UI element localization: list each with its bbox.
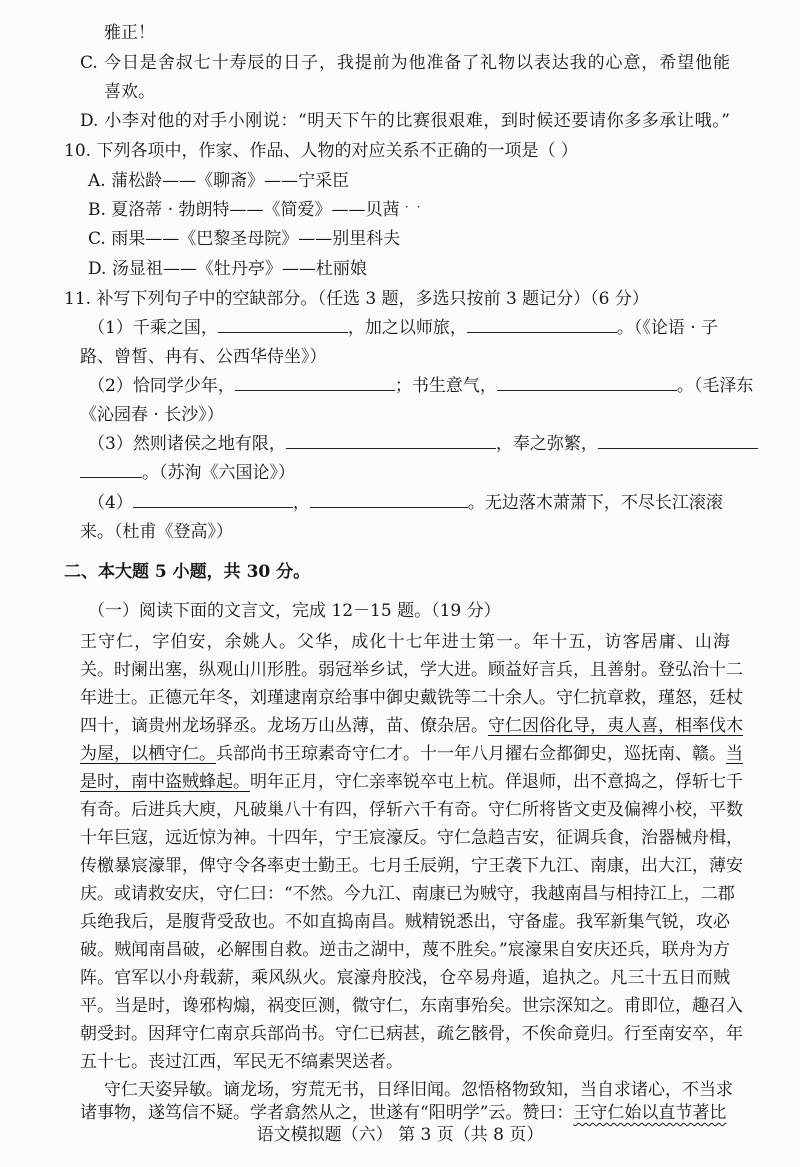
q11-item1-line1 xyxy=(88,318,718,338)
question-11-stem: 11. 补写下列句子中的空缺部分。（任选 3 题，多选只按前 3 题记分）（6 分） xyxy=(64,289,649,309)
underlined-sentence: 是时，南中盗贼蜂起。 xyxy=(80,772,250,792)
passage-line: 朝受封。因拜守仁南京兵部尚书。守仁已病甚，疏乞骸骨，不俟命竟归。行至南安卒，年 xyxy=(80,1024,743,1044)
q11-item4-line2: 来。（杜甫《登高》） xyxy=(80,522,233,542)
answer-blank[interactable] xyxy=(598,434,758,449)
passage-line xyxy=(80,716,743,736)
q10-option-b: B. 夏洛蒂 · 勃朗特——《简爱》——贝茜 xyxy=(88,200,400,220)
q11-item3-text-c: 。（苏洵《六国论》） xyxy=(142,463,295,483)
passage-text: 诸事物，遂笃信不疑。学者翕然从之，世遂有“阳明学”云。赞曰： xyxy=(80,1103,574,1123)
underlined-sentence: 当 xyxy=(726,744,743,764)
underlined-sentence: 为屋，以栖守仁。 xyxy=(80,744,216,764)
passage-text: 兵部尚书王琼素奇守仁才。十一年八月擢右佥都御史，巡抚南、赣。 xyxy=(216,744,726,764)
q10-option-d: D. 汤显祖——《牡丹亭》——杜丽娘 xyxy=(88,259,367,279)
passage-line: 破。贼闻南昌破，必解围自救。逆击之湖中，蔑不胜矣。”宸濠果自安庆还兵，联舟为方 xyxy=(80,940,730,960)
emphasis-dots: ··· xyxy=(393,200,429,214)
passage-line: 有奇。后进兵大庾，凡破巢八十有四，俘斩六千有奇。守仁所将皆文吏及偏裨小校，平数 xyxy=(80,800,743,820)
option-d-line: D. 小李对他的对手小刚说：“明天下午的比赛很艰难，到时候还要请你多多承让哦。” xyxy=(80,111,730,131)
page-footer: 语文模拟题（六） 第 3 页（共 8 页） xyxy=(256,1125,544,1145)
passage-line: 守仁天姿异敏。谪龙场，穷荒无书，日绎旧闻。忽悟格物致知，当自求诸心，不当求 xyxy=(104,1080,733,1100)
q11-item3-line1 xyxy=(88,434,758,454)
q10-option-c: C. 雨果——《巴黎圣母院》——别里科夫 xyxy=(88,229,401,249)
q11-item4-text-c: 。无边落木萧萧下，不尽长江滚滚 xyxy=(467,493,723,513)
passage-line: 兵绝我后，是腹背受敌也。不如直捣南昌。贼精锐悉出，守备虚。我军新集气锐，攻必 xyxy=(80,912,730,932)
passage-text: 佯退师，出不意捣之，俘斩七千 xyxy=(505,772,743,792)
q11-item3-text-a: （3）然则诸侯之地有限， xyxy=(88,434,286,454)
q11-item1-text-b: ，加之以师旅， xyxy=(347,318,467,338)
answer-blank[interactable] xyxy=(310,493,468,508)
passage-line: 传檄暴宸濠罪，俾守令各率吏士勤王。七月壬辰朔，宁王袭下九江、南康，出大江，薄安 xyxy=(80,856,743,876)
q11-item2-text-a: （2）恰同学少年， xyxy=(88,376,235,396)
q11-item1-line2: 路、曾皙、冉有、公西华侍坐》） xyxy=(80,347,327,367)
q10-option-a: A. 蒲松龄——《聊斋》——宁采臣 xyxy=(88,171,350,191)
wavy-underlined-sentence: 王守仁始以直节著比 xyxy=(573,1103,727,1123)
passage-line: 庆。或请救安庆，守仁曰：“不然。今九江、南康已为贼守，我越南昌与相持江上，二郡 xyxy=(80,884,735,904)
question-10-stem: 10. 下列各项中，作家、作品、人物的对应关系不正确的一项是（ ） xyxy=(64,141,578,161)
answer-blank[interactable] xyxy=(235,376,395,391)
passage-line: 五十七。丧过江西，军民无不缟素哭送者。 xyxy=(80,1052,403,1072)
q11-item3-text-b: ，奉之弥繁， xyxy=(495,434,598,454)
q11-item2-text-b: ；书生意气， xyxy=(394,376,497,396)
q11-item3-line2 xyxy=(80,463,295,483)
passage-line: 年进士。正德元年冬，刘瑾逮南京给事中御史戴铣等二十余人。守仁抗章救，瑾怒，廷杖 xyxy=(80,688,743,708)
answer-blank[interactable] xyxy=(286,434,496,449)
answer-blank[interactable] xyxy=(497,376,677,391)
section-heading: 二、本大题 5 小题，共 30 分。 xyxy=(64,562,311,582)
q11-item2-text-c: 。（毛泽东 xyxy=(676,376,754,396)
option-c-line2: 喜欢。 xyxy=(104,82,155,102)
passage-line: 平。当是时，谗邪构煽，祸变叵测，微守仁，东南事殆矣。世宗深知之。甫即位，趣召入 xyxy=(80,996,743,1016)
passage-line: 关。时阑出塞，纵观山川形胜。弱冠举乡试，学大进。顾益好言兵，且善射。登弘治十二 xyxy=(80,660,743,680)
passage-line: 王守仁，字伯安，余姚人。父华，成化十七年进士第一。年十五，访客居庸、山海 xyxy=(80,632,730,652)
q11-item4-text-a: （4） xyxy=(88,493,133,513)
answer-blank[interactable] xyxy=(467,318,617,333)
passage-line: 十年巨寇，远近惊为神。十四年，宁王宸濠反。守仁急趋吉安，征调兵食，治器械舟楫， xyxy=(80,828,743,848)
passage-text: 四十，谪贵州龙场驿丞。龙场万山丛薄，苗、僚杂居。 xyxy=(80,716,488,736)
answer-blank[interactable] xyxy=(218,318,348,333)
q11-item2-line1 xyxy=(88,376,753,396)
passage-line xyxy=(80,744,743,764)
option-c-line1: C. 今日是舍叔七十寿辰的日子，我提前为他准备了礼物以表达我的心意，希望他能 xyxy=(80,53,730,73)
q11-item1-text-a: （1）千乘之国， xyxy=(88,318,218,338)
q11-item2-line2: 《沁园春 · 长沙》） xyxy=(80,405,224,425)
option-b-ending: 雅正！ xyxy=(104,23,155,43)
passage-text: 明年正月，守仁亲率锐卒屯上杭。 xyxy=(250,772,505,792)
passage-line xyxy=(80,772,743,792)
q11-item1-text-c: 。（《论语 · 子 xyxy=(616,318,719,338)
answer-blank[interactable] xyxy=(80,463,142,478)
answer-blank[interactable] xyxy=(133,493,293,508)
q11-item4-line1 xyxy=(88,493,723,513)
passage-line: 阵。官军以小舟载薪，乘风纵火。宸濠舟胶浅，仓卒易舟遁，追执之。凡三十五日而贼 xyxy=(80,968,730,988)
reading-instruction: （一）阅读下面的文言文，完成 12－15 题。（19 分） xyxy=(88,601,501,621)
underlined-sentence: 守仁因俗化导，夷人喜，相率伐木 xyxy=(488,716,743,736)
q11-item4-text-b: ， xyxy=(292,493,310,513)
